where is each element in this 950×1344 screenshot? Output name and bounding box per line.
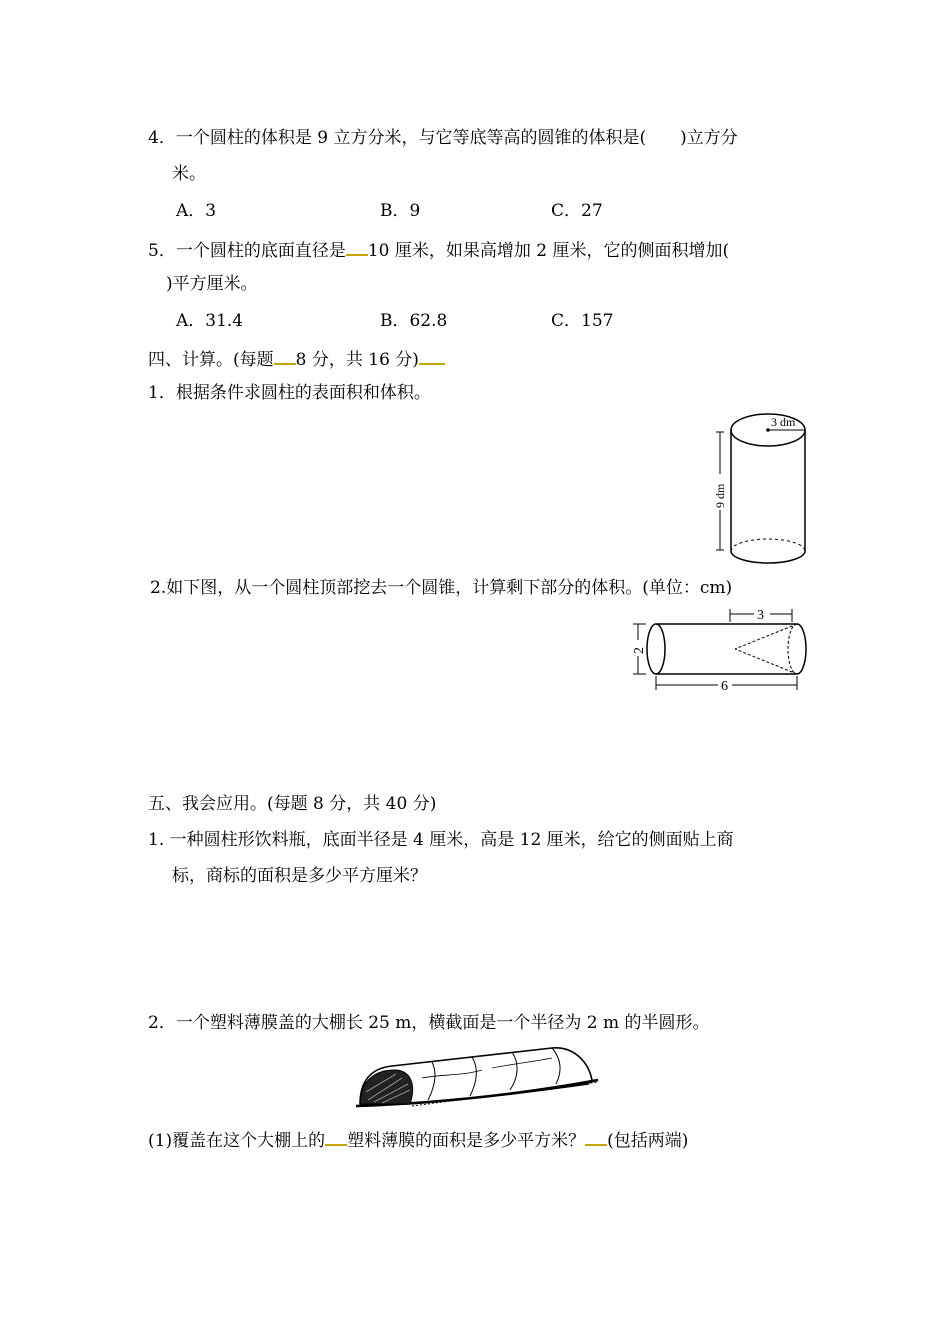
cylinder-bottom-back: [731, 539, 805, 551]
q4-option-b: B．9: [380, 201, 421, 221]
cylinder-left-end: [647, 624, 665, 674]
cone-label: 3: [757, 608, 764, 623]
q4-option-a: A．3: [176, 201, 217, 221]
q5-line2: )平方厘米。: [166, 274, 258, 294]
q5-option-b: B．62.8: [380, 311, 448, 331]
q5-text-b: 10 厘米，如果高增加 2 厘米，它的侧面积增加(: [367, 241, 730, 261]
greenhouse-hoops: [428, 1048, 560, 1100]
sec5-q2-sub-a: (1)覆盖在这个大棚上的: [148, 1131, 326, 1151]
highlight-mark: [346, 240, 368, 256]
cylinder-bottom-front: [731, 551, 805, 563]
sec5-q2-sub1: [148, 1130, 688, 1150]
highlight-mark: [419, 349, 445, 365]
q4-text: 4．一个圆柱的体积是 9 立方分米，与它等底等高的圆锥的体积是(: [148, 128, 647, 148]
q5-option-c: C．157: [551, 311, 614, 331]
sec5-q2-sub-c: (包括两端): [607, 1131, 689, 1151]
sec5-q1-line2: 标，商标的面积是多少平方厘米？: [172, 866, 427, 886]
highlight-mark: [585, 1130, 607, 1146]
length-label: 6: [721, 679, 728, 694]
radius-label: 3 dm: [771, 415, 796, 429]
q5-option-a: A．31.4: [176, 311, 244, 331]
cylinder-cone-figure: [622, 602, 812, 694]
sec5-q2-sub-b: 塑料薄膜的面积是多少平方米？: [347, 1131, 586, 1151]
q5-text-a: 5．一个圆柱的底面直径是: [148, 241, 346, 261]
cylinder-figure: [712, 404, 812, 564]
q4-text-tail: )立方分: [680, 128, 738, 148]
cone-edge-top: [735, 624, 797, 649]
cylinder-right-end-front: [797, 624, 806, 674]
sec4-q1: 1．根据条件求圆柱的表面积和体积。: [148, 383, 431, 403]
section-4-heading: [148, 349, 445, 369]
section-5-heading: 五、我会应用。(每题 8 分，共 40 分): [148, 794, 437, 814]
section-4-heading-b: 8 分，共 16 分): [295, 350, 419, 370]
q4-line2: 米。: [172, 164, 206, 184]
diameter-label: 2: [632, 647, 647, 654]
highlight-mark: [274, 349, 296, 365]
cylinder-right-end-back: [788, 624, 797, 674]
q5-line1: [148, 240, 729, 260]
highlight-mark: [325, 1130, 347, 1146]
height-label: 9 dm: [713, 483, 727, 508]
greenhouse-end: [360, 1070, 413, 1104]
q4-option-c: C．27: [551, 201, 603, 221]
sec4-q2: 2.如下图，从一个圆柱顶部挖去一个圆锥，计算剩下部分的体积。(单位：cm): [150, 578, 733, 598]
q4-line1: [148, 130, 738, 147]
sec5-q1-line1: 1. 一种圆柱形饮料瓶，底面半径是 4 厘米，高是 12 厘米，给它的侧面贴上商: [148, 830, 734, 850]
section-4-heading-a: 四、计算。(每题: [148, 350, 274, 370]
greenhouse-illustration: [352, 1040, 602, 1112]
sec5-q2: 2．一个塑料薄膜盖的大棚长 25 m，横截面是一个半径为 2 m 的半圆形。: [148, 1013, 710, 1033]
